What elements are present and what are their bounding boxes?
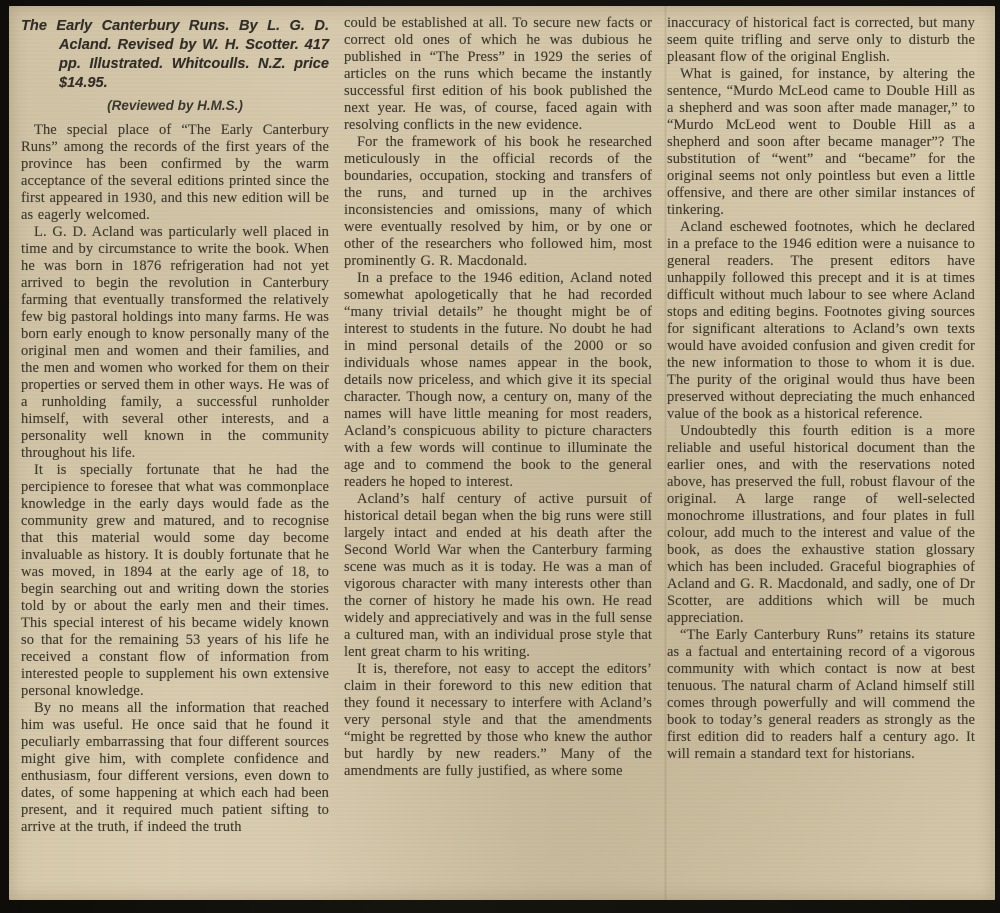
paragraph: In a preface to the 1946 edition, Acland noted somewhat apologetically that he had recorded “many trivial details” he thought might be of interest to students in the future. No doubt he had in mind personal details of the 2000 or so individuals whose names appear in the book, details now priceless, and which give it its special character. Though now, a century on, many of the names will have little meaning for most readers, Acland’s conspicuous ability to picture characters with a few words will continue to illuminate the age and to commend the book to the general readers he hoped to interest. [344,270,652,490]
column-layout [21,15,987,836]
review-byline: (Reviewed by H.M.S.) [107,98,243,113]
paragraph-continued: inaccuracy of historical fact is corrected, but many seem quite trifling and serve only to disturb the pleasant flow of the original English. [667,15,975,65]
paragraph: “The Early Canterbury Runs” retains its stature as a factual and entertaining record of a vigorous community with which contact is now at best tenuous. The natural charm of Acland himself still comes through powerfully and will commend the book to today’s general readers as strongly as the first edition did to readers half a century ago. It will remain a standard text for historians. [667,627,975,762]
paragraph: Undoubtedly this fourth edition is a more reliable and useful historical document than the earlier ones, and with the reservations noted above, has preserved the full, robust flavour of the original. A large range of well-selected monochrome illustrations, and four plates in full colour, add much to the interest and value of the book, as does the exhaustive station glossary which has been included. Graceful biographies of Acland and G. R. Macdonald, and sadly, one of Dr Scotter, are additions which will be much appreciation. [667,423,975,626]
paragraph: It is, therefore, not easy to accept the editors’ claim in their foreword to this new edition that they found it necessary to interfere with Acland’s very personal style and that the amendments “might be regretted by those who knew the author but hardly by new readers.” Many of the amendments are fully justified, as where some [344,661,652,779]
paragraph-continued: could be established at all. To secure new facts or correct old ones of which he was dubious he published in “The Press” in 1929 the series of articles on the runs which became the instantly successful first edition of his book published the next year. He was, of course, faced again with resolving conflicts in the new evidence. [344,15,652,133]
paragraph: For the framework of his book he researched meticulously in the official records of the boundaries, occupation, stocking and transfers of the runs, and turned up in the archives inconsistencies and omissions, many of which were eventually resolved by him, or by one or other of the researchers who followed him, most prominently G. R. Macdonald. [344,134,652,269]
paragraph: Acland’s half century of active pursuit of historical detail began when the big runs were still largely intact and ended at his death after the Second World War when the Canterbury farming scene was much as it is today. He was a man of vigorous character with many interests other than the corner of history he made his own. He read widely and appreciatively and was in the full sense a cultured man, with an individual prose style that lent great charm to his writing. [344,491,652,660]
newspaper-clipping [9,6,995,900]
paragraph: The special place of “The Early Canterbury Runs” among the records of the first years of the province has been confirmed by the warm acceptance of the several editions printed since the first appeared in 1930, and this new edition will be as eagerly welcomed. [21,122,329,223]
paragraph: It is specially fortunate that he had the percipience to foresee that what was commonplace knowledge in the early days would fade as the community grew and matured, and to recognise that this material would some day become invaluable as history. It is doubly fortunate that he was moved, in 1894 at the early age of 18, to begin searching out and writing down the stories told by or about the early men and their times. This special interest of his became widely known so that for the remaining 53 years of his life he received a constant flow of information from interested people to supplement his own extensive personal knowledge. [21,462,329,699]
column-3 [667,15,975,763]
paragraph: By no means all the information that reached him was useful. He once said that he found it peculiarly embarrassing that four different sources might give him, with complete confidence and enthusiasm, four different versions, even down to dates, of some happening at which each had been present, and it required much patient sifting to arrive at the truth, if indeed the truth [21,700,329,835]
column-2 [344,15,652,780]
paragraph: What is gained, for instance, by altering the sentence, “Murdo McLeod came to Double Hill as a shepherd and was soon after made manager,” to “Murdo McLeod went to Double Hill as a shepherd and soon after became manager”? The substitution of “went” and “became” for the original seems not only pointless but even a little offensive, and there are other similar instances of tinkering. [667,66,975,218]
paragraph: Acland eschewed footnotes, which he declared in a preface to the 1946 edition were a nuisance to general readers. The present editors have unhappily followed this precept and it is at times difficult without much labour to see where Acland stops and editing begins. Footnotes giving sources for significant alterations to Acland’s own texts would have avoided confusion and given credit for the new information to those to whom it is due. The purity of the original would thus have been preserved without depreciating the much enhanced value of the book as a historical reference. [667,219,975,422]
column-1 [21,15,329,836]
paragraph: L. G. D. Acland was particularly well placed in time and by circumstance to write the book. When he was born in 1876 refrigeration had not yet arrived to begin the revolution in Canterbury farming that eventually transformed the relatively few big pastoral holdings into many farms. He was born early enough to know personally many of the original men and women and their families, and the men and women who worked for them on their properties or served them in other ways. He was of a runholding family, a successful runholder himself, with several other interests, and a personality well known in the community throughout his life. [21,224,329,461]
book-title-heading: The Early Canterbury Runs. By L. G. D. Acland. Revised by W. H. Scotter. 417 pp. Illustrated. Whitcoulls. N.Z. price $14.95. [21,18,329,91]
